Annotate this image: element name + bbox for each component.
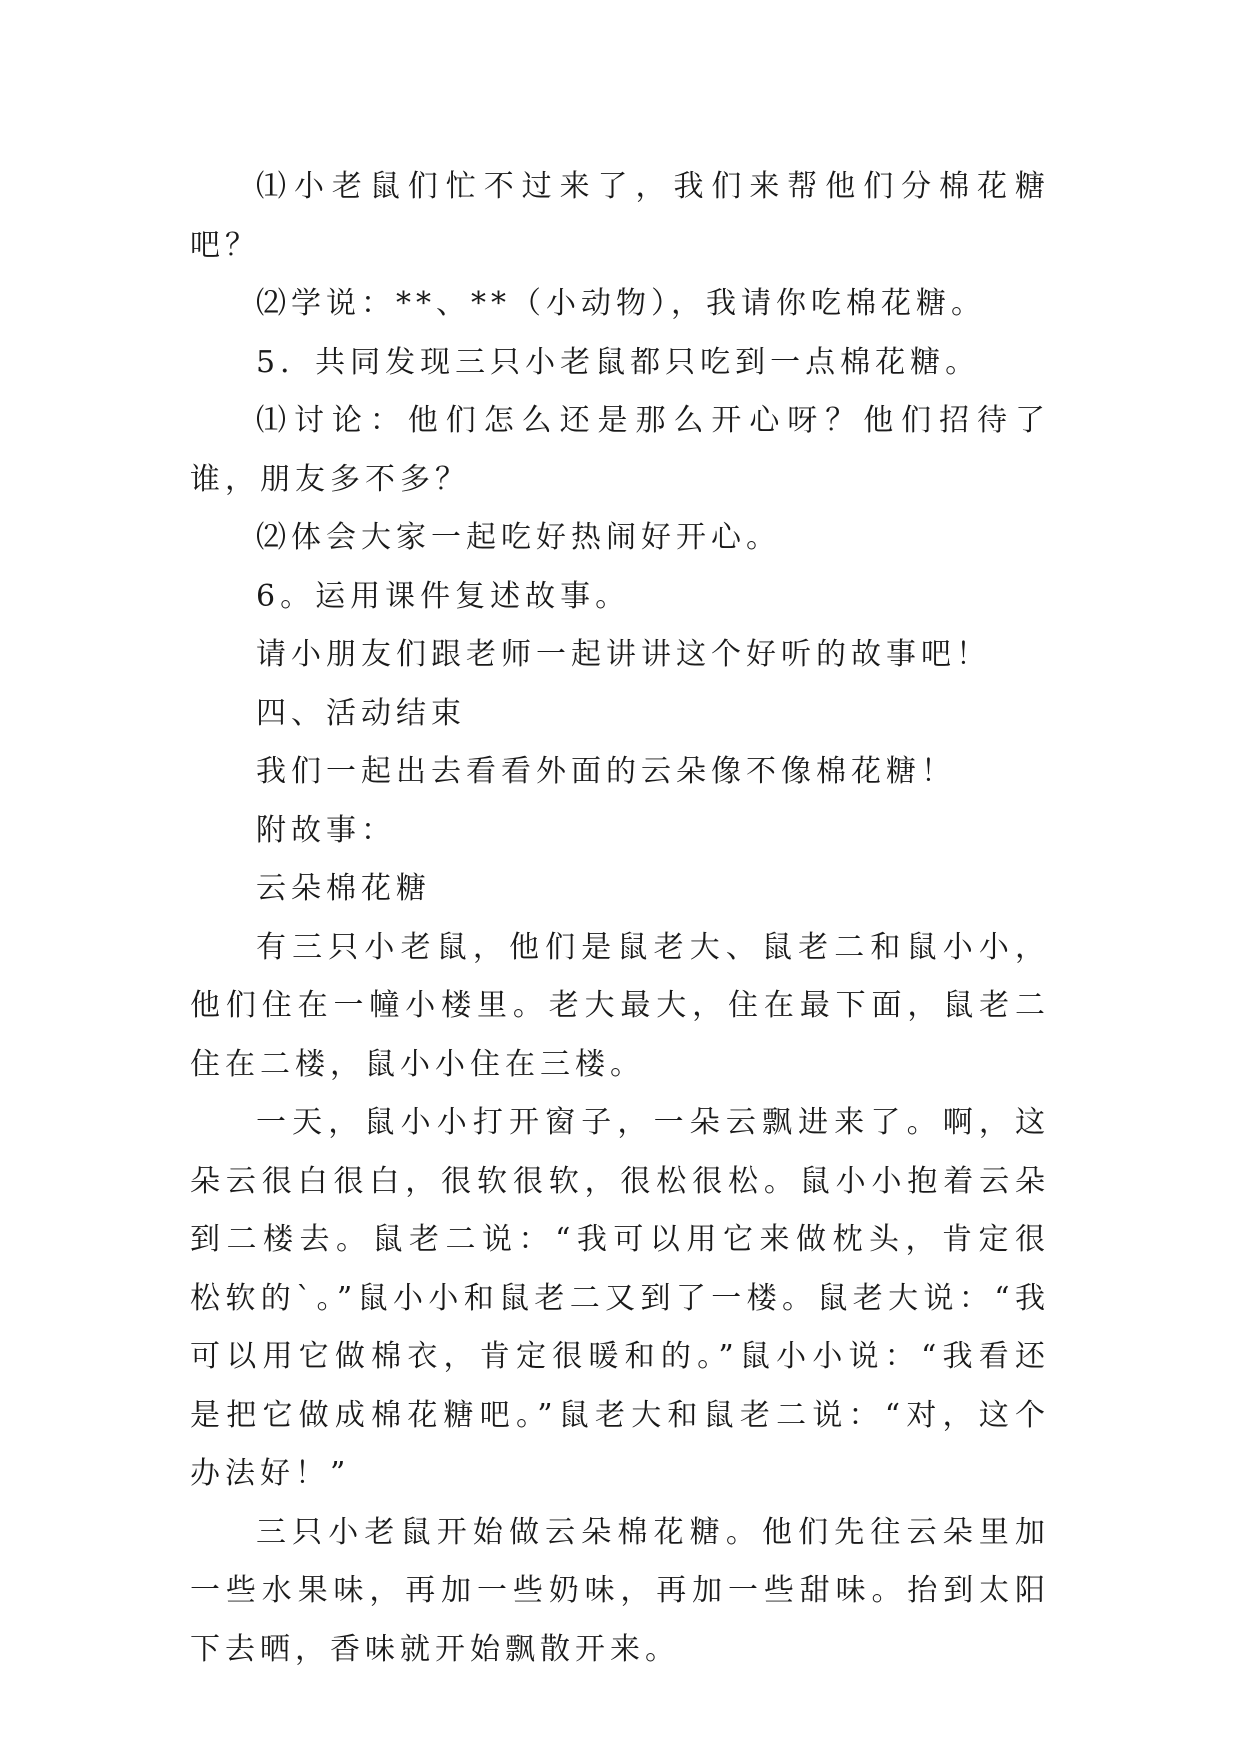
- paragraph: ⑵体会大家一起吃好热闹好开心。: [256, 520, 781, 555]
- story-paragraph: 一天，鼠小小打开窗子，一朵云飘进来了。啊，这朵云很白很白，很软很软，很松很松。鼠小小抱着云朵到二楼去。鼠老二说：“我可以用它来做枕头，肯定很松软的`。”鼠小小和鼠老二又到了一楼。鼠老大说：“我可以用它做棉衣，肯定很暖和的。”鼠小小说：“我看还是把它做成棉花糖吧。”鼠老大和鼠老二说：“对，这个办法好！”: [190, 1105, 1050, 1491]
- story-title: 云朵棉花糖: [256, 871, 431, 906]
- story-paragraph: 有三只小老鼠，他们是鼠老大、鼠老二和鼠小小，他们住在一幢小楼里。老大最大，住在最下面，鼠老二住在二楼，鼠小小住在三楼。: [190, 929, 1050, 1082]
- paragraph: 5．共同发现三只小老鼠都只吃到一点棉花糖。: [256, 344, 981, 380]
- paragraph: ⑴讨论：他们怎么还是那么开心呀？他们招待了谁，朋友多不多？: [190, 403, 1050, 497]
- appendix-label: 附故事：: [256, 812, 396, 848]
- paragraph: ⑵学说：**、**（小动物），我请你吃棉花糖。: [256, 286, 986, 321]
- paragraph: ⑴小老鼠们忙不过来了，我们来帮他们分棉花糖吧？: [190, 169, 1050, 263]
- document-body: [190, 158, 1050, 1679]
- paragraph: 6。运用课件复述故事。: [256, 578, 631, 614]
- paragraph: 我们一起出去看看外面的云朵像不像棉花糖！: [256, 754, 956, 789]
- paragraph: 请小朋友们跟老师一起讲讲这个好听的故事吧！: [256, 637, 991, 672]
- section-heading: 四、活动结束: [256, 695, 466, 731]
- story-paragraph: 三只小老鼠开始做云朵棉花糖。他们先往云朵里加一些水果味，再加一些奶味，再加一些甜味。抬到太阳下去晒，香味就开始飘散开来。: [190, 1514, 1050, 1667]
